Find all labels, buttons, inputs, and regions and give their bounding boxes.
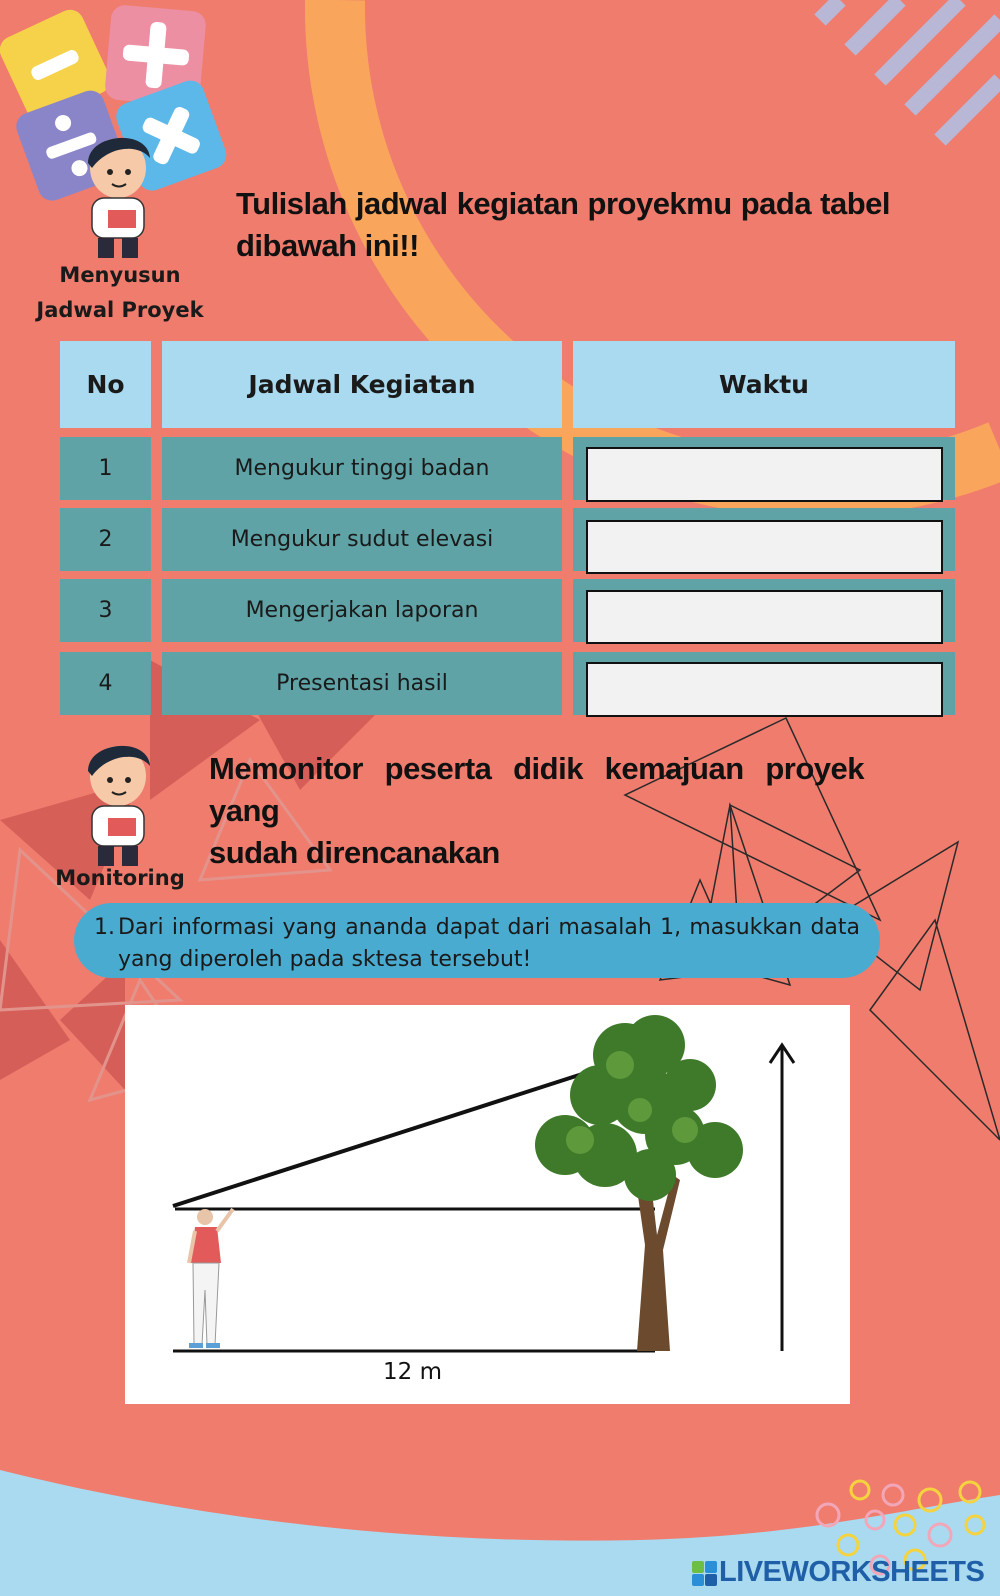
table-cell-no: 1 <box>60 437 151 500</box>
liveworksheets-brand[interactable] <box>692 1556 984 1589</box>
section-heading-monitoring <box>209 748 864 874</box>
table-header-waktu: Waktu <box>573 341 955 428</box>
question-instruction-box <box>74 903 880 978</box>
heading-line-2: dibawah ini!! <box>236 228 419 263</box>
waktu-input-2[interactable] <box>586 520 943 574</box>
table-cell-kegiatan: Mengukur sudut elevasi <box>162 508 562 571</box>
heading-line-1: Memonitor peserta didik kemajuan proyek yang <box>209 751 864 828</box>
table-cell-kegiatan: Mengukur tinggi badan <box>162 437 562 500</box>
sketch-diagram <box>125 1005 850 1404</box>
table-cell-no: 2 <box>60 508 151 571</box>
section-badge-menyusun <box>20 258 220 328</box>
brand-name: LIVEWORKSHEETS <box>719 1556 985 1588</box>
person-figure <box>189 1209 233 1348</box>
heading-line-1: Tulislah jadwal kegiatan proyekmu pada tabel <box>236 186 890 221</box>
waktu-input-3[interactable] <box>586 590 943 644</box>
distance-label: 12 m <box>383 1359 442 1385</box>
heading-line-2: sudah direncanakan <box>209 835 500 870</box>
liveworksheets-logo-icon <box>692 1561 716 1585</box>
waktu-input-4[interactable] <box>586 662 943 717</box>
table-cell-kegiatan: Presentasi hasil <box>162 652 562 715</box>
tree-trunk <box>635 1175 680 1351</box>
elevation-sketch-svg <box>125 1005 850 1404</box>
badge-line-1: Menyusun <box>59 263 181 287</box>
section-badge-monitoring: Monitoring <box>55 866 185 890</box>
student-character-icon <box>78 128 158 260</box>
question-number: 1. <box>94 915 115 940</box>
section-heading-schedule <box>236 183 890 267</box>
badge-line-2: Jadwal Proyek <box>36 298 204 322</box>
table-header-no: No <box>60 341 151 428</box>
student-character-icon <box>78 736 158 868</box>
table-header-kegiatan: Jadwal Kegiatan <box>162 341 562 428</box>
question-text: Dari informasi yang ananda dapat dari masalah 1, masukkan data yang diperoleh pada sktesa tersebut! <box>118 915 860 972</box>
table-cell-no: 4 <box>60 652 151 715</box>
table-cell-kegiatan: Mengerjakan laporan <box>162 579 562 642</box>
waktu-input-1[interactable] <box>586 447 943 502</box>
table-cell-no: 3 <box>60 579 151 642</box>
